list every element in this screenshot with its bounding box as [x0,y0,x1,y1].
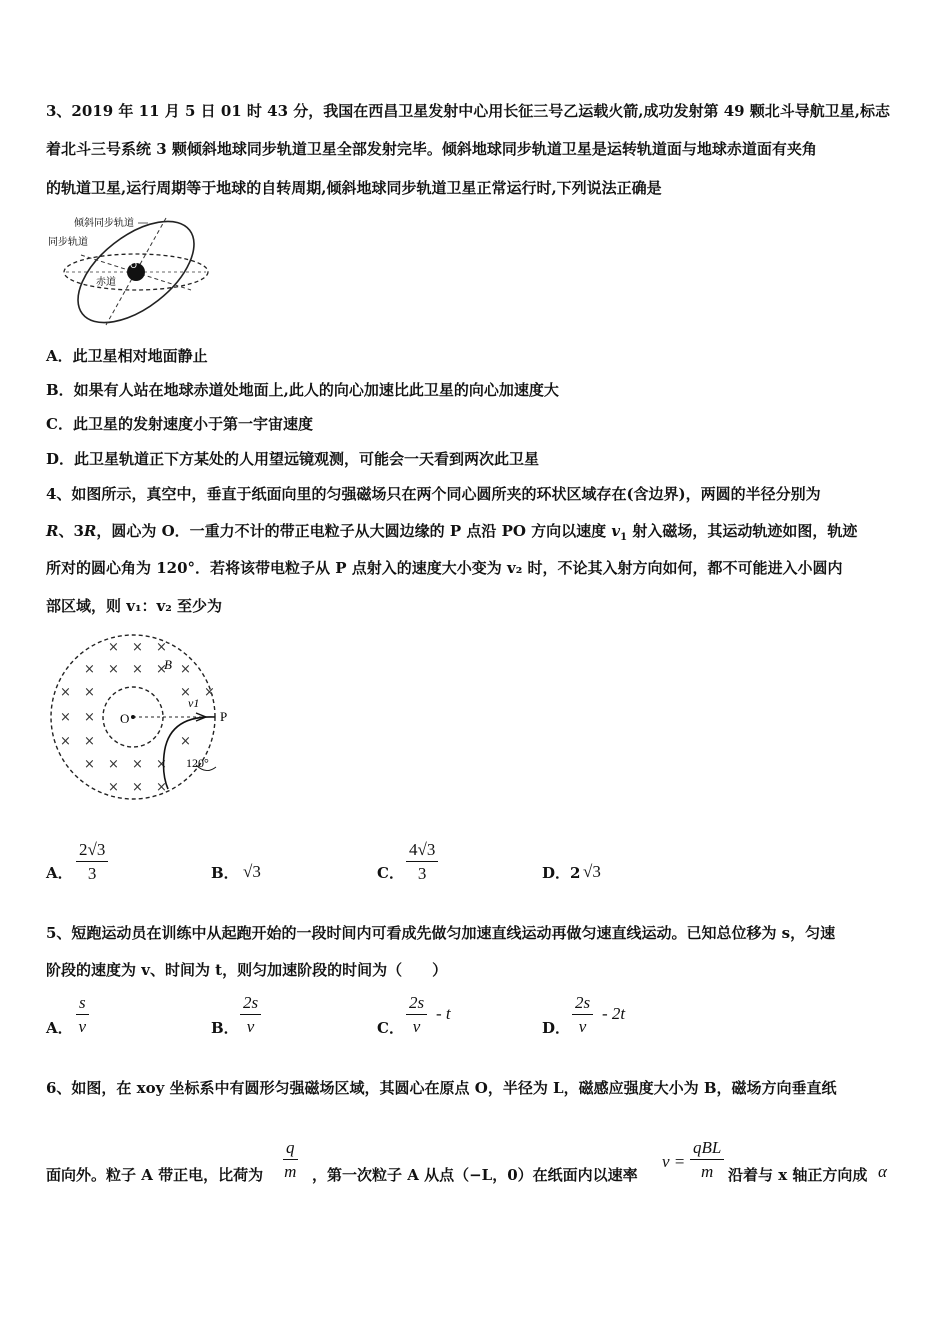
q4-option-c-label: C． [377,864,404,882]
q4-option-d-value: √3 [583,862,601,881]
q6-charge-ratio-fraction: $\frac{q}{m}$ [284,1138,297,1181]
q5-option-d-tail: - 2t [602,1004,626,1023]
q6-text-line-2-c: 沿着与 x 轴正方向成 [728,1166,868,1184]
svg-text:×: × [132,662,143,677]
q3-text-line-3: 的轨道卫星,运行周期等于地球的自转周期,倾斜地球同步轨道卫星正常运行时,下列说法正确是 [46,179,662,197]
label-angle: 120° [186,756,209,770]
label-v1: v1 [188,696,200,710]
svg-text:×: × [84,734,95,749]
field-crosses [60,640,215,795]
label-sync-orbit: 同步轨道 [48,237,88,248]
label-inclined-orbit: 倾斜同步轨道 [74,218,134,229]
q4-text-line-3: 所对的圆心角为 120°．若将该带电粒子从 P 点射入的速度大小变为 v₂ 时，不论其入射方向如何，都不可能进入小圆内 [46,559,843,577]
center-point [131,715,135,719]
label-p: P [220,709,228,724]
q4-option-c-fraction: $\frac{4√3}{3}$ [406,840,438,884]
svg-text:×: × [60,710,71,725]
svg-text:×: × [204,685,215,700]
svg-text:×: × [132,757,143,772]
svg-text:×: × [132,780,143,795]
label-equator: 赤道 [96,277,116,288]
q5-option-c-fraction: $\frac{2s}{v}$ [406,993,427,1037]
q4-text-line-2: R、3R，圆心为 O．一重力不计的带正电粒子从大圆边缘的 P 点沿 PO 方向以速度 $v_1$ 射入磁场，其运动轨迹如图，轨迹 [46,522,858,543]
q4-text-line-4: 部区域，则 v₁：v₂ 至少为 [46,597,223,615]
q5-option-b-fraction: $\frac{2s}{v}$ [240,993,261,1037]
magnetic-field-figure [46,625,236,805]
svg-text:×: × [156,662,167,677]
q5-option-d-label: D． [542,1019,571,1037]
q5-option-b-label: B． [211,1019,239,1037]
q3-text-line-1: 3、2019 年 11 月 5 日 01 时 43 分，我国在西昌卫星发射中心用长征三号乙运载火箭,成功发射第 49 颗北斗导航卫星,标志 [46,102,891,120]
q3-option-c: C．此卫星的发射速度小于第一宇宙速度 [46,415,313,433]
q4-option-b-value: √3 [243,862,261,881]
q5-text-line-1: 5、短跑运动员在训练中从起跑开始的一段时间内可看成先做匀加速直线运动再做匀速直线运动。已知总位移为 s，匀速 [46,924,836,942]
svg-text:×: × [108,757,119,772]
q3-option-b: B．如果有人站在地球赤道处地面上,此人的向心加速比此卫星的向心加速度大 [46,381,559,399]
q4-text-line-1: 4、如图所示，真空中，垂直于纸面向里的匀强磁场只在两个同心圆所夹的环状区域存在(含边界)，两圆的半径分别为 [46,485,821,503]
q6-text-line-2-b: ，第一次粒子 A 从点（−L，0）在纸面内以速率 [312,1166,638,1184]
svg-text:×: × [84,757,95,772]
q5-option-c-tail: - t [436,1004,451,1023]
svg-text:×: × [180,685,191,700]
orbit-figure [46,210,216,335]
svg-text:×: × [108,640,119,655]
svg-text:×: × [84,662,95,677]
q3-text-line-2: 着北斗三号系统 3 颗倾斜地球同步轨道卫星全部发射完毕。倾斜地球同步轨道卫星是运转轨道面与地球赤道面有夹角 [46,140,817,158]
svg-text:×: × [108,780,119,795]
q6-speed-fraction: qBL m [690,1138,724,1182]
q4-option-d-label: D．2 [542,864,581,882]
q6-speed-symbol: v = [662,1152,686,1171]
svg-text:×: × [156,757,167,772]
q5-option-d-fraction: $\frac{2s}{v}$ [572,993,593,1037]
svg-text:×: × [84,710,95,725]
svg-text:×: × [60,734,71,749]
svg-text:×: × [180,662,191,677]
q6-alpha-symbol: α [878,1162,887,1181]
svg-text:×: × [108,662,119,677]
label-earth-center: O [130,261,138,271]
q6-text-line-1: 6、如图，在 xoy 坐标系中有圆形匀强磁场区域，其圆心在原点 O，半径为 L，磁感应强度大小为 B，磁场方向垂直纸 [46,1079,837,1097]
svg-text:×: × [60,685,71,700]
svg-text:×: × [180,734,191,749]
q3-option-d: D．此卫星轨道正下方某处的人用望远镜观测，可能会一天看到两次此卫星 [46,450,540,468]
svg-text:×: × [84,685,95,700]
q4-option-b-label: B． [211,864,239,882]
label-o: O [120,711,130,726]
q5-option-a-fraction: $\frac{s}{v}$ [76,993,89,1037]
q3-option-a: A．此卫星相对地面静止 [46,347,208,365]
q5-option-a-label: A． [46,1019,73,1037]
svg-text:×: × [156,640,167,655]
q5-option-c-label: C． [377,1019,404,1037]
svg-text:×: × [132,640,143,655]
q5-text-line-2: 阶段的速度为 v、时间为 t，则匀加速阶段的时间为（ ） [46,961,448,979]
q4-option-a-fraction: $\frac{2√3}{3}$ [76,840,108,884]
q4-option-a-label: A． [46,864,73,882]
q6-text-line-2-a: 面向外。粒子 A 带正电，比荷为 [46,1166,264,1184]
svg-text:×: × [156,780,167,795]
label-b: B [164,657,172,672]
